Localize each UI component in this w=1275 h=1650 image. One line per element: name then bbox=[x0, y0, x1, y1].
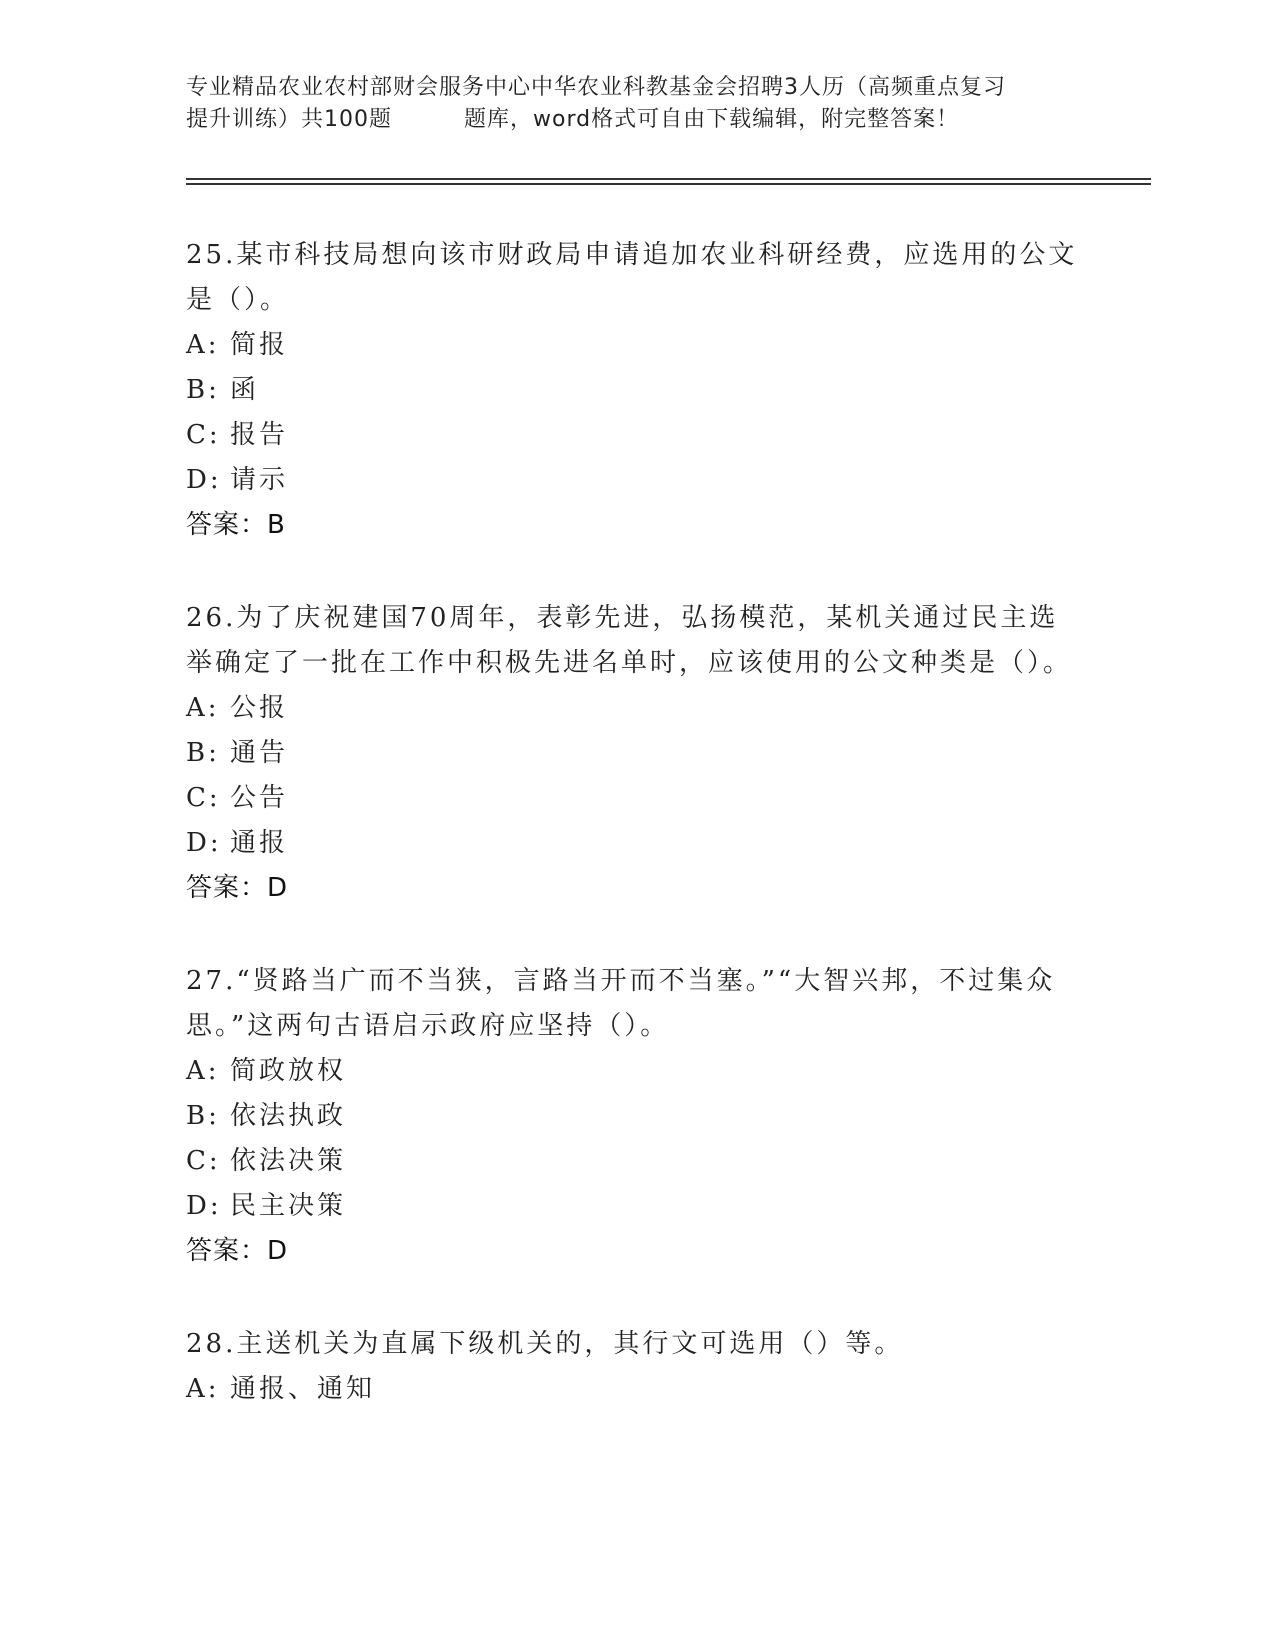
option-letter: B: bbox=[186, 738, 220, 768]
question-stem: 27.“贤路当广而不当狭，言路当开而不当塞。”“大智兴邦，不过集众思。”这两句古语启示政府应坚持（）。 bbox=[186, 966, 1056, 1041]
option-letter: A: bbox=[186, 1056, 220, 1086]
option-text: 依法执政 bbox=[230, 1101, 347, 1131]
option-letter: B: bbox=[186, 375, 220, 405]
question-28 bbox=[186, 1322, 1086, 1412]
option-a bbox=[186, 1367, 1086, 1412]
option-b bbox=[186, 731, 1086, 776]
option-b bbox=[186, 1094, 1086, 1139]
header-title-part-b: 题库，word格式可自由下载编辑，附完整答案！ bbox=[464, 107, 960, 132]
option-d bbox=[186, 1184, 1086, 1229]
document-header bbox=[186, 72, 1086, 136]
option-d bbox=[186, 458, 1086, 503]
option-text: 公报 bbox=[230, 693, 289, 723]
answer-line: 答案：D bbox=[186, 1236, 289, 1266]
option-letter: C: bbox=[186, 1146, 221, 1176]
option-letter: D: bbox=[186, 1191, 222, 1221]
header-divider-bottom bbox=[186, 183, 1151, 185]
option-letter: C: bbox=[186, 420, 221, 450]
option-a bbox=[186, 686, 1086, 731]
option-c bbox=[186, 1139, 1086, 1184]
question-stem: 26.为了庆祝建国70周年，表彰先进，弘扬模范，某机关通过民主选举确定了一批在工作中积极先进名单时，应该使用的公文种类是（）。 bbox=[186, 603, 1073, 678]
option-text: 报告 bbox=[230, 420, 289, 450]
option-letter: C: bbox=[186, 783, 221, 813]
option-letter: B: bbox=[186, 1101, 220, 1131]
option-letter: A: bbox=[186, 330, 220, 360]
option-text: 简政放权 bbox=[230, 1056, 347, 1086]
option-text: 函 bbox=[230, 375, 260, 405]
question-25 bbox=[186, 233, 1086, 548]
option-text: 公告 bbox=[230, 783, 289, 813]
option-a bbox=[186, 323, 1086, 368]
answer-line: 答案：B bbox=[186, 510, 286, 540]
option-letter: A: bbox=[186, 693, 220, 723]
option-text: 民主决策 bbox=[230, 1191, 347, 1221]
option-letter: D: bbox=[186, 465, 222, 495]
option-text: 简报 bbox=[230, 330, 289, 360]
answer-line: 答案：D bbox=[186, 873, 289, 903]
option-b bbox=[186, 368, 1086, 413]
question-list bbox=[186, 233, 1086, 1412]
header-title-part-a: 提升训练）共100题 bbox=[186, 107, 392, 132]
option-c bbox=[186, 413, 1086, 458]
option-d bbox=[186, 821, 1086, 866]
option-letter: D: bbox=[186, 828, 222, 858]
question-26 bbox=[186, 596, 1086, 911]
option-a bbox=[186, 1049, 1086, 1094]
option-text: 通报、通知 bbox=[230, 1374, 376, 1404]
option-text: 依法决策 bbox=[230, 1146, 347, 1176]
option-letter: A: bbox=[186, 1374, 220, 1404]
option-c bbox=[186, 776, 1086, 821]
question-stem: 25.某市科技局想向该市财政局申请追加农业科研经费，应选用的公文是（）。 bbox=[186, 240, 1078, 315]
header-title-line-1: 专业精品农业农村部财会服务中心中华农业科教基金会招聘3人历（高频重点复习 bbox=[186, 75, 1006, 100]
question-27 bbox=[186, 959, 1086, 1274]
option-text: 请示 bbox=[230, 465, 289, 495]
option-text: 通报 bbox=[230, 828, 289, 858]
option-text: 通告 bbox=[230, 738, 289, 768]
header-divider-top bbox=[186, 178, 1151, 180]
header-title-line-2 bbox=[186, 104, 1086, 136]
question-stem: 28.主送机关为直属下级机关的，其行文可选用（）等。 bbox=[186, 1329, 904, 1359]
